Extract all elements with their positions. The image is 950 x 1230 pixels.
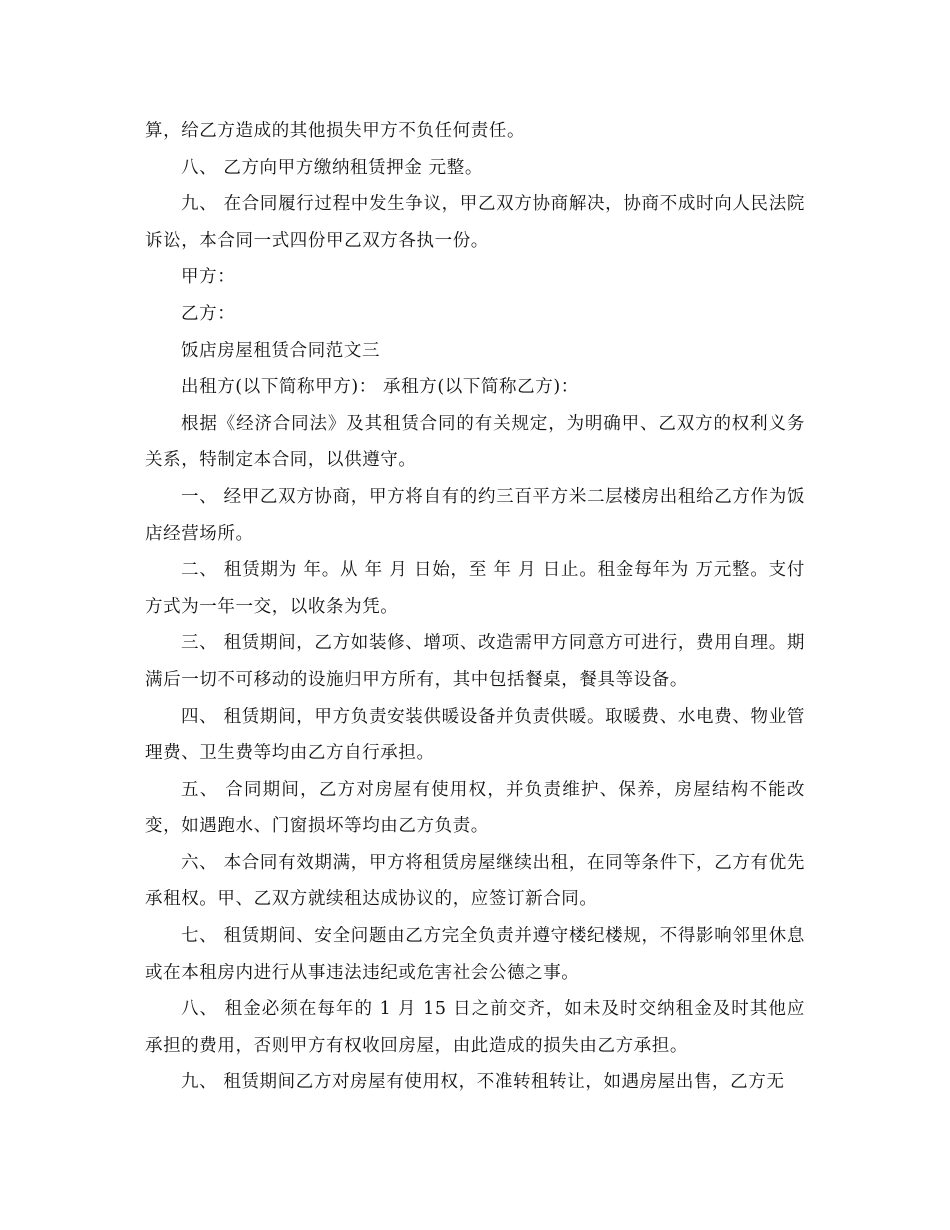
clause-6: 六、 本合同有效期满，甲方将租赁房屋继续出租，在同等条件下，乙方有优先承租权。甲、乙双方就续租达成协议的，应签订新合同。 <box>145 852 805 910</box>
clause-8: 八、 租金必须在每年的 1 月 15 日之前交齐，如未及时交纳租金及时其他应承担的费用，否则甲方有权收回房屋，由此造成的损失由乙方承担。 <box>145 999 805 1056</box>
document-body <box>145 113 805 1101</box>
clause-9: 九、 租赁期间乙方对房屋有使用权，不准转租转让，如遇房屋出售，乙方无 <box>181 1072 785 1093</box>
parties-line: 出租方(以下简称甲方)： 承租方(以下简称乙方)： <box>181 377 579 398</box>
clause-2: 二、 租赁期为 年。从 年 月 日始，至 年 月 日止。租金每年为 万元整。支付方式为一年一交，以收条为凭。 <box>145 560 805 617</box>
party-a-signature-label: 甲方： <box>181 267 236 288</box>
preamble-paragraph: 根据《经济合同法》及其租赁合同的有关规定，为明确甲、乙双方的权利义务关系，特制定本合同，以供遵守。 <box>145 413 805 471</box>
paragraph-clause-8-deposit: 八、 乙方向甲方缴纳租赁押金 元整。 <box>181 157 483 178</box>
clause-3: 三、 租赁期间，乙方如装修、增项、改造需甲方同意方可进行，费用自理。期满后一切不可移动的设施归甲方所有，其中包括餐桌，餐具等设备。 <box>145 633 805 690</box>
paragraph-loss-liability: 算，给乙方造成的其他损失甲方不负任何责任。 <box>145 121 526 141</box>
clause-5: 五、 合同期间，乙方对房屋有使用权，并负责维护、保养，房屋结构不能改变，如遇跑水、门窗损坏等均由乙方负责。 <box>145 779 805 837</box>
paragraph-clause-9-dispute: 九、 在合同履行过程中发生争议，甲乙双方协商解决，协商不成时向人民法院诉讼，本合同一式四份甲乙双方各执一份。 <box>145 194 805 251</box>
clause-4: 四、 租赁期间，甲方负责安装供暖设备并负责供暖。取暖费、水电费、物业管理费、卫生费等均由乙方自行承担。 <box>145 706 805 764</box>
section-title: 饭店房屋租赁合同范文三 <box>181 340 381 361</box>
clause-7: 七、 租赁期间、安全问题由乙方完全负责并遵守楼纪楼规，不得影响邻里休息或在本租房内进行从事违法违纪或危害社会公德之事。 <box>145 926 805 983</box>
party-b-signature-label: 乙方： <box>181 303 236 324</box>
clause-1: 一、 经甲乙双方协商，甲方将自有的约三百平方米二层楼房出租给乙方作为饭店经营场所。 <box>145 486 805 544</box>
